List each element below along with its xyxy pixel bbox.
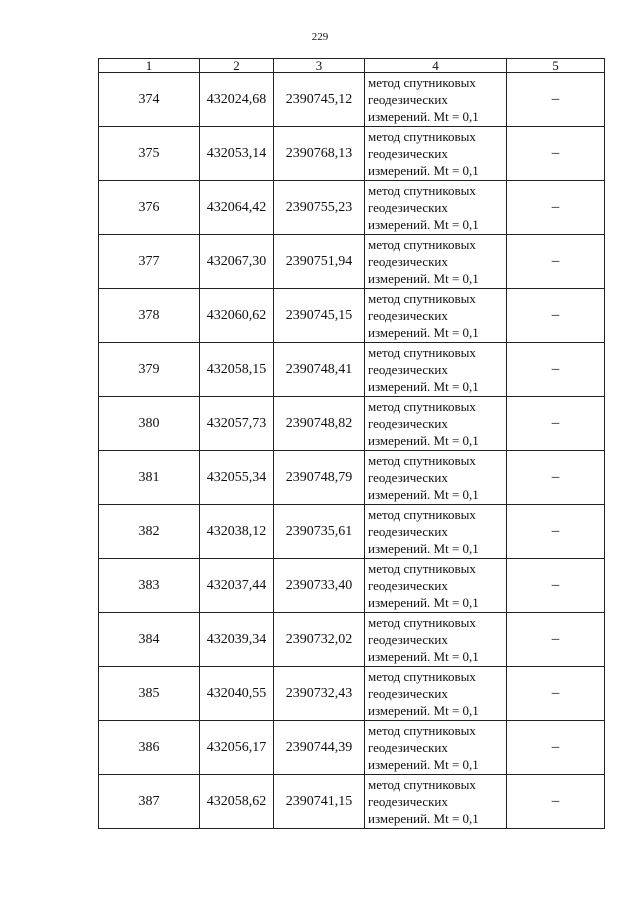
table-row xyxy=(99,613,605,667)
method-line: геодезических xyxy=(368,200,448,215)
method-line: измерений. Mt = 0,1 xyxy=(368,649,479,664)
x-coordinate-cell: 432040,55 xyxy=(200,667,274,721)
method-cell xyxy=(365,181,507,235)
method-cell xyxy=(365,73,507,127)
table-row xyxy=(99,559,605,613)
method-line: измерений. Mt = 0,1 xyxy=(368,703,479,718)
table-row xyxy=(99,721,605,775)
point-number-cell: 381 xyxy=(99,451,200,505)
method-line: метод спутниковых xyxy=(368,777,476,792)
note-cell: – xyxy=(507,235,605,289)
column-header-4: 4 xyxy=(365,59,507,73)
method-cell xyxy=(365,775,507,829)
method-line: метод спутниковых xyxy=(368,507,476,522)
method-cell xyxy=(365,721,507,775)
point-number-cell: 386 xyxy=(99,721,200,775)
column-header-1: 1 xyxy=(99,59,200,73)
method-line: геодезических xyxy=(368,740,448,755)
method-line: геодезических xyxy=(368,416,448,431)
method-line: метод спутниковых xyxy=(368,723,476,738)
method-cell xyxy=(365,127,507,181)
x-coordinate-cell: 432053,14 xyxy=(200,127,274,181)
y-coordinate-cell: 2390745,15 xyxy=(274,289,365,343)
point-number-cell: 384 xyxy=(99,613,200,667)
method-line: измерений. Mt = 0,1 xyxy=(368,487,479,502)
point-number-cell: 387 xyxy=(99,775,200,829)
method-line: измерений. Mt = 0,1 xyxy=(368,595,479,610)
method-line: измерений. Mt = 0,1 xyxy=(368,325,479,340)
x-coordinate-cell: 432039,34 xyxy=(200,613,274,667)
method-line: измерений. Mt = 0,1 xyxy=(368,811,479,826)
method-line: метод спутниковых xyxy=(368,75,476,90)
method-line: измерений. Mt = 0,1 xyxy=(368,163,479,178)
y-coordinate-cell: 2390755,23 xyxy=(274,181,365,235)
note-cell: – xyxy=(507,397,605,451)
method-line: измерений. Mt = 0,1 xyxy=(368,109,479,124)
coordinates-table xyxy=(98,58,605,829)
note-cell: – xyxy=(507,721,605,775)
method-line: геодезических xyxy=(368,794,448,809)
method-line: метод спутниковых xyxy=(368,183,476,198)
y-coordinate-cell: 2390732,02 xyxy=(274,613,365,667)
method-line: метод спутниковых xyxy=(368,399,476,414)
y-coordinate-cell: 2390732,43 xyxy=(274,667,365,721)
method-line: геодезических xyxy=(368,470,448,485)
table-row xyxy=(99,289,605,343)
note-cell: – xyxy=(507,451,605,505)
method-cell xyxy=(365,397,507,451)
x-coordinate-cell: 432058,15 xyxy=(200,343,274,397)
method-line: измерений. Mt = 0,1 xyxy=(368,433,479,448)
method-line: геодезических xyxy=(368,146,448,161)
table-row xyxy=(99,667,605,721)
x-coordinate-cell: 432064,42 xyxy=(200,181,274,235)
point-number-cell: 383 xyxy=(99,559,200,613)
page-number: 229 xyxy=(311,31,329,43)
method-cell xyxy=(365,343,507,397)
method-cell xyxy=(365,559,507,613)
note-cell: – xyxy=(507,127,605,181)
method-line: метод спутниковых xyxy=(368,345,476,360)
method-line: геодезических xyxy=(368,632,448,647)
method-line: геодезических xyxy=(368,92,448,107)
note-cell: – xyxy=(507,73,605,127)
y-coordinate-cell: 2390745,12 xyxy=(274,73,365,127)
y-coordinate-cell: 2390733,40 xyxy=(274,559,365,613)
x-coordinate-cell: 432037,44 xyxy=(200,559,274,613)
column-header-5: 5 xyxy=(507,59,605,73)
method-line: метод спутниковых xyxy=(368,561,476,576)
method-line: метод спутниковых xyxy=(368,291,476,306)
method-line: измерений. Mt = 0,1 xyxy=(368,271,479,286)
method-line: измерений. Mt = 0,1 xyxy=(368,379,479,394)
point-number-cell: 374 xyxy=(99,73,200,127)
note-cell: – xyxy=(507,775,605,829)
method-line: метод спутниковых xyxy=(368,237,476,252)
method-cell xyxy=(365,235,507,289)
y-coordinate-cell: 2390751,94 xyxy=(274,235,365,289)
note-cell: – xyxy=(507,613,605,667)
x-coordinate-cell: 432038,12 xyxy=(200,505,274,559)
table-row xyxy=(99,397,605,451)
table-row xyxy=(99,451,605,505)
method-cell xyxy=(365,505,507,559)
table-row xyxy=(99,181,605,235)
column-header-3: 3 xyxy=(274,59,365,73)
method-cell xyxy=(365,667,507,721)
x-coordinate-cell: 432024,68 xyxy=(200,73,274,127)
point-number-cell: 380 xyxy=(99,397,200,451)
y-coordinate-cell: 2390768,13 xyxy=(274,127,365,181)
y-coordinate-cell: 2390748,41 xyxy=(274,343,365,397)
note-cell: – xyxy=(507,289,605,343)
point-number-cell: 376 xyxy=(99,181,200,235)
column-header-2: 2 xyxy=(200,59,274,73)
point-number-cell: 377 xyxy=(99,235,200,289)
x-coordinate-cell: 432056,17 xyxy=(200,721,274,775)
method-cell xyxy=(365,613,507,667)
method-line: метод спутниковых xyxy=(368,453,476,468)
note-cell: – xyxy=(507,181,605,235)
note-cell: – xyxy=(507,505,605,559)
table-body xyxy=(99,73,605,829)
method-line: метод спутниковых xyxy=(368,129,476,144)
x-coordinate-cell: 432067,30 xyxy=(200,235,274,289)
method-cell xyxy=(365,451,507,505)
note-cell: – xyxy=(507,667,605,721)
table-row xyxy=(99,235,605,289)
method-line: геодезических xyxy=(368,308,448,323)
method-line: геодезических xyxy=(368,578,448,593)
x-coordinate-cell: 432060,62 xyxy=(200,289,274,343)
method-line: измерений. Mt = 0,1 xyxy=(368,757,479,772)
y-coordinate-cell: 2390748,79 xyxy=(274,451,365,505)
y-coordinate-cell: 2390744,39 xyxy=(274,721,365,775)
note-cell: – xyxy=(507,559,605,613)
point-number-cell: 379 xyxy=(99,343,200,397)
method-cell xyxy=(365,289,507,343)
table-row xyxy=(99,73,605,127)
note-cell: – xyxy=(507,343,605,397)
method-line: геодезических xyxy=(368,524,448,539)
method-line: измерений. Mt = 0,1 xyxy=(368,217,479,232)
point-number-cell: 385 xyxy=(99,667,200,721)
method-line: геодезических xyxy=(368,254,448,269)
x-coordinate-cell: 432058,62 xyxy=(200,775,274,829)
method-line: метод спутниковых xyxy=(368,669,476,684)
y-coordinate-cell: 2390748,82 xyxy=(274,397,365,451)
point-number-cell: 375 xyxy=(99,127,200,181)
table-row xyxy=(99,775,605,829)
y-coordinate-cell: 2390735,61 xyxy=(274,505,365,559)
table-header xyxy=(99,59,605,73)
method-line: геодезических xyxy=(368,362,448,377)
table-row xyxy=(99,343,605,397)
method-line: метод спутниковых xyxy=(368,615,476,630)
point-number-cell: 382 xyxy=(99,505,200,559)
table-row xyxy=(99,127,605,181)
x-coordinate-cell: 432055,34 xyxy=(200,451,274,505)
x-coordinate-cell: 432057,73 xyxy=(200,397,274,451)
table-row xyxy=(99,505,605,559)
method-line: измерений. Mt = 0,1 xyxy=(368,541,479,556)
header-row xyxy=(99,59,605,73)
point-number-cell: 378 xyxy=(99,289,200,343)
method-line: геодезических xyxy=(368,686,448,701)
y-coordinate-cell: 2390741,15 xyxy=(274,775,365,829)
